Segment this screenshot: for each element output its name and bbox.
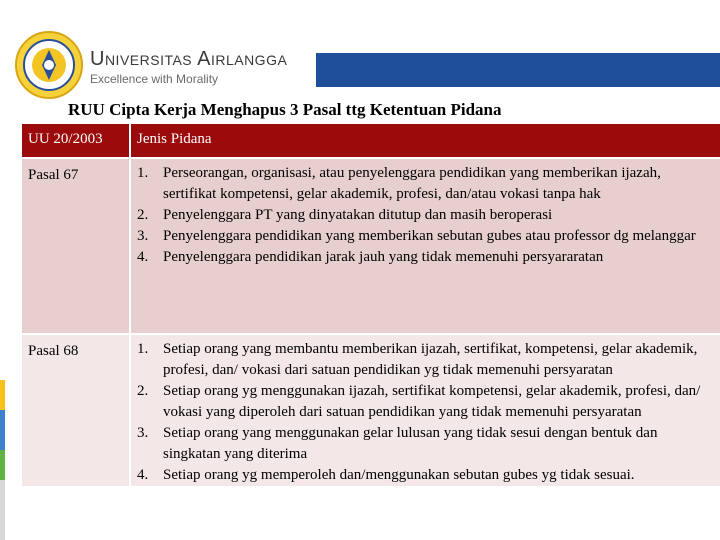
list-item: 2. Setiap orang yg menggunakan ijazah, sertifikat kompetensi, gelar akademik, profesi, dan/ vokasi yang diperoleh dari satuan pendidikan yang tidak memenuhi persyaratan [137,383,701,420]
items-cell [130,334,720,486]
table-row [22,334,720,486]
brand-name: Universitas Airlangga [90,48,288,70]
header-color-bar [316,53,720,87]
slide-title: RUU Cipta Kerja Menghapus 3 Pasal ttg Ketentuan Pidana [68,100,502,119]
list-item: 4. Penyelenggara pendidikan jarak jauh yang tidak memenuhi persyararatan [137,249,604,265]
list-item: 1. Setiap orang yang membantu memberikan ijazah, sertifikat, kompetensi, gelar akademik, profesi, dan/ vokasi dari satuan pendidikan yg tidak memenuhi persyaratan [137,341,698,378]
pasal-cell: Pasal 67 [22,158,130,334]
table-header-row [22,124,720,158]
header-uu: UU 20/2003 [22,124,130,158]
list-item: 2. Penyelenggara PT yang dinyatakan ditutup dan masih beroperasi [137,207,553,223]
brand-block [90,48,287,87]
list-item: 4. Setiap orang yg memperoleh dan/menggunakan sebutan gubes yg tidak sesuai. [137,467,635,483]
brand-tagline: Excellence with Morality [90,72,219,86]
list-item: 1. Perseorangan, organisasi, atau penyelenggara pendidikan yang memberikan ijazah, sertifikat kompetensi, gelar akademik, profesi, dan/atau vokasi tanpa hak [137,165,661,202]
table-row [22,158,720,334]
university-seal-logo [14,30,84,100]
pasal-cell: Pasal 68 [22,334,130,486]
list-item: 3. Setiap orang yang menggunakan gelar lulusan yang tidak sesui dengan bentuk dan singkatan yang diterima [137,425,658,462]
list-item: 3. Penyelenggara pendidikan yang memberikan sebutan gubes atau professor dg melanggar [137,228,696,244]
penalty-table [22,124,720,486]
header-jenis-pidana: Jenis Pidana [130,124,720,158]
left-color-stripes [0,380,5,540]
items-cell [130,158,720,334]
